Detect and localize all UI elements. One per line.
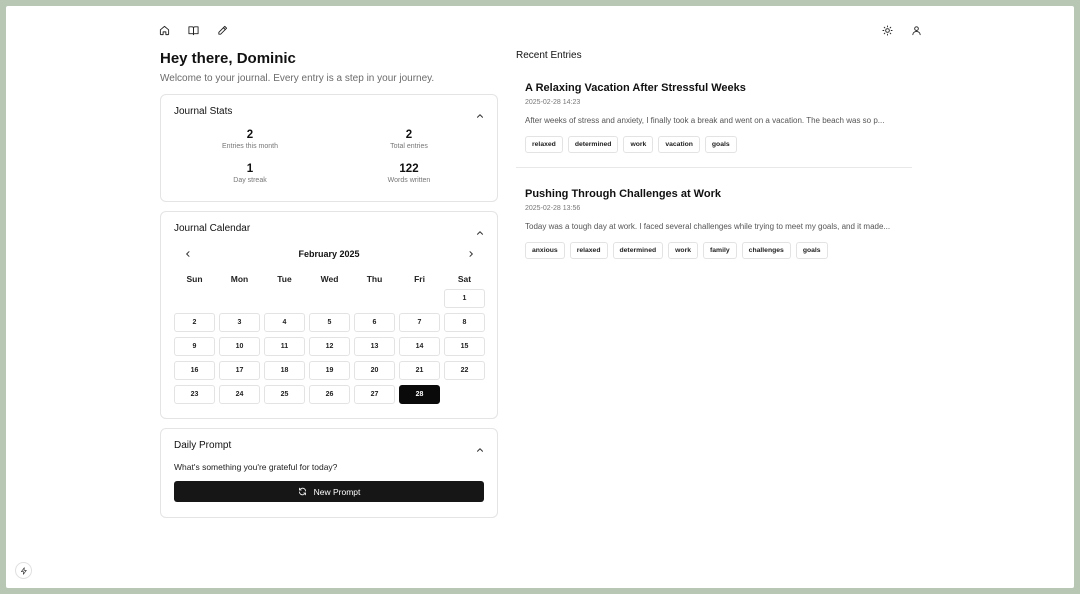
stat-label: Entries this month — [221, 143, 279, 150]
entry-excerpt: After weeks of stress and anxiety, I finally took a break and went on a vacation. The beach was so p... — [525, 116, 885, 125]
recent-entries-title: Recent Entries — [516, 50, 582, 61]
weekday-label: Tue — [277, 274, 292, 284]
entry-excerpt: Today was a tough day at work. I faced several challenges while trying to meet my goals, and it made... — [525, 222, 891, 231]
app-window — [6, 6, 1074, 588]
daily-prompt-card — [160, 428, 498, 518]
stat-value: 2 — [246, 129, 254, 141]
stat-label: Day streak — [233, 177, 267, 184]
journal-stats-card — [160, 94, 498, 202]
calendar-day[interactable]: 18 — [264, 361, 305, 380]
tag[interactable]: family — [703, 242, 737, 259]
tag[interactable]: work — [623, 136, 653, 153]
stat-value: 2 — [405, 129, 413, 141]
chevron-up-icon[interactable] — [475, 225, 485, 235]
entry-tags — [525, 242, 915, 259]
daily-prompt-title: Daily Prompt — [174, 440, 232, 451]
calendar-day[interactable]: 9 — [174, 337, 215, 356]
stat-words-written — [329, 163, 489, 184]
stat-value: 122 — [399, 163, 419, 175]
entry-card[interactable] — [525, 188, 915, 259]
tag[interactable]: vacation — [658, 136, 700, 153]
calendar-day[interactable]: 16 — [174, 361, 215, 380]
calendar-day[interactable]: 8 — [444, 313, 485, 332]
prompt-question: What's something you're grateful for today? — [174, 462, 338, 472]
weekday-label: Thu — [366, 274, 383, 284]
calendar-day[interactable]: 14 — [399, 337, 440, 356]
entry-divider — [516, 167, 912, 168]
tag[interactable]: relaxed — [525, 136, 563, 153]
tag[interactable]: determined — [568, 136, 619, 153]
entry-title[interactable]: Pushing Through Challenges at Work — [525, 188, 721, 200]
calendar-day[interactable]: 2 — [174, 313, 215, 332]
tag[interactable]: challenges — [742, 242, 791, 259]
weekday-label: Wed — [320, 274, 339, 284]
entry-tags — [525, 136, 915, 153]
calendar-day[interactable]: 4 — [264, 313, 305, 332]
tag[interactable]: goals — [705, 136, 737, 153]
next-month-icon[interactable] — [464, 247, 478, 261]
journal-stats-title: Journal Stats — [174, 106, 233, 117]
weekday-label: Mon — [230, 274, 249, 284]
calendar-day[interactable]: 27 — [354, 385, 395, 404]
chevron-up-icon[interactable] — [475, 108, 485, 118]
page-subtitle: Welcome to your journal. Every entry is a step in your journey. — [160, 73, 435, 84]
calendar-day[interactable]: 6 — [354, 313, 395, 332]
sun-icon[interactable] — [877, 20, 897, 40]
calendar-day[interactable]: 5 — [309, 313, 350, 332]
calendar-day[interactable]: 12 — [309, 337, 350, 356]
calendar-day[interactable]: 22 — [444, 361, 485, 380]
entry-title[interactable]: A Relaxing Vacation After Stressful Weeks — [525, 82, 746, 94]
calendar-day[interactable]: 26 — [309, 385, 350, 404]
user-icon[interactable] — [906, 20, 926, 40]
calendar-month: February 2025 — [298, 249, 360, 259]
page-title: Hey there, Dominic — [160, 50, 296, 67]
stat-entries-month — [170, 129, 330, 150]
stat-day-streak — [170, 163, 330, 184]
stat-value: 1 — [246, 163, 254, 175]
stat-label: Total entries — [390, 143, 428, 150]
book-icon[interactable] — [183, 20, 203, 40]
tag[interactable]: determined — [613, 242, 664, 259]
calendar-day[interactable]: 19 — [309, 361, 350, 380]
pencil-icon[interactable] — [212, 20, 232, 40]
journal-calendar-card — [160, 211, 498, 419]
calendar-day[interactable]: 25 — [264, 385, 305, 404]
weekday-label: Sun — [186, 274, 203, 284]
entry-date: 2025-02-28 14:23 — [525, 99, 581, 106]
weekday-label: Sat — [457, 274, 472, 284]
calendar-day[interactable]: 21 — [399, 361, 440, 380]
calendar-day[interactable]: 3 — [219, 313, 260, 332]
tag[interactable]: relaxed — [570, 242, 608, 259]
tag[interactable]: work — [668, 242, 698, 259]
tag[interactable]: anxious — [525, 242, 565, 259]
entry-card[interactable] — [525, 82, 915, 153]
lightning-icon[interactable] — [15, 562, 32, 579]
tag[interactable]: goals — [796, 242, 828, 259]
calendar-day[interactable]: 28 — [399, 385, 440, 404]
refresh-icon — [298, 487, 307, 496]
calendar-day[interactable]: 10 — [219, 337, 260, 356]
journal-calendar-title: Journal Calendar — [174, 223, 251, 234]
home-icon[interactable] — [154, 20, 174, 40]
new-prompt-button[interactable] — [174, 481, 484, 502]
stat-label: Words written — [387, 177, 431, 184]
calendar-day[interactable]: 1 — [444, 289, 485, 308]
calendar-day[interactable]: 17 — [219, 361, 260, 380]
weekday-label: Fri — [414, 274, 425, 284]
calendar-day[interactable]: 23 — [174, 385, 215, 404]
entry-date: 2025-02-28 13:56 — [525, 205, 581, 212]
calendar-day[interactable]: 13 — [354, 337, 395, 356]
stat-total-entries — [329, 129, 489, 150]
calendar-day[interactable]: 11 — [264, 337, 305, 356]
calendar-day[interactable]: 7 — [399, 313, 440, 332]
new-prompt-label: New Prompt — [313, 486, 361, 497]
calendar-day[interactable]: 24 — [219, 385, 260, 404]
chevron-up-icon[interactable] — [475, 442, 485, 452]
calendar-day[interactable]: 20 — [354, 361, 395, 380]
calendar-day[interactable]: 15 — [444, 337, 485, 356]
